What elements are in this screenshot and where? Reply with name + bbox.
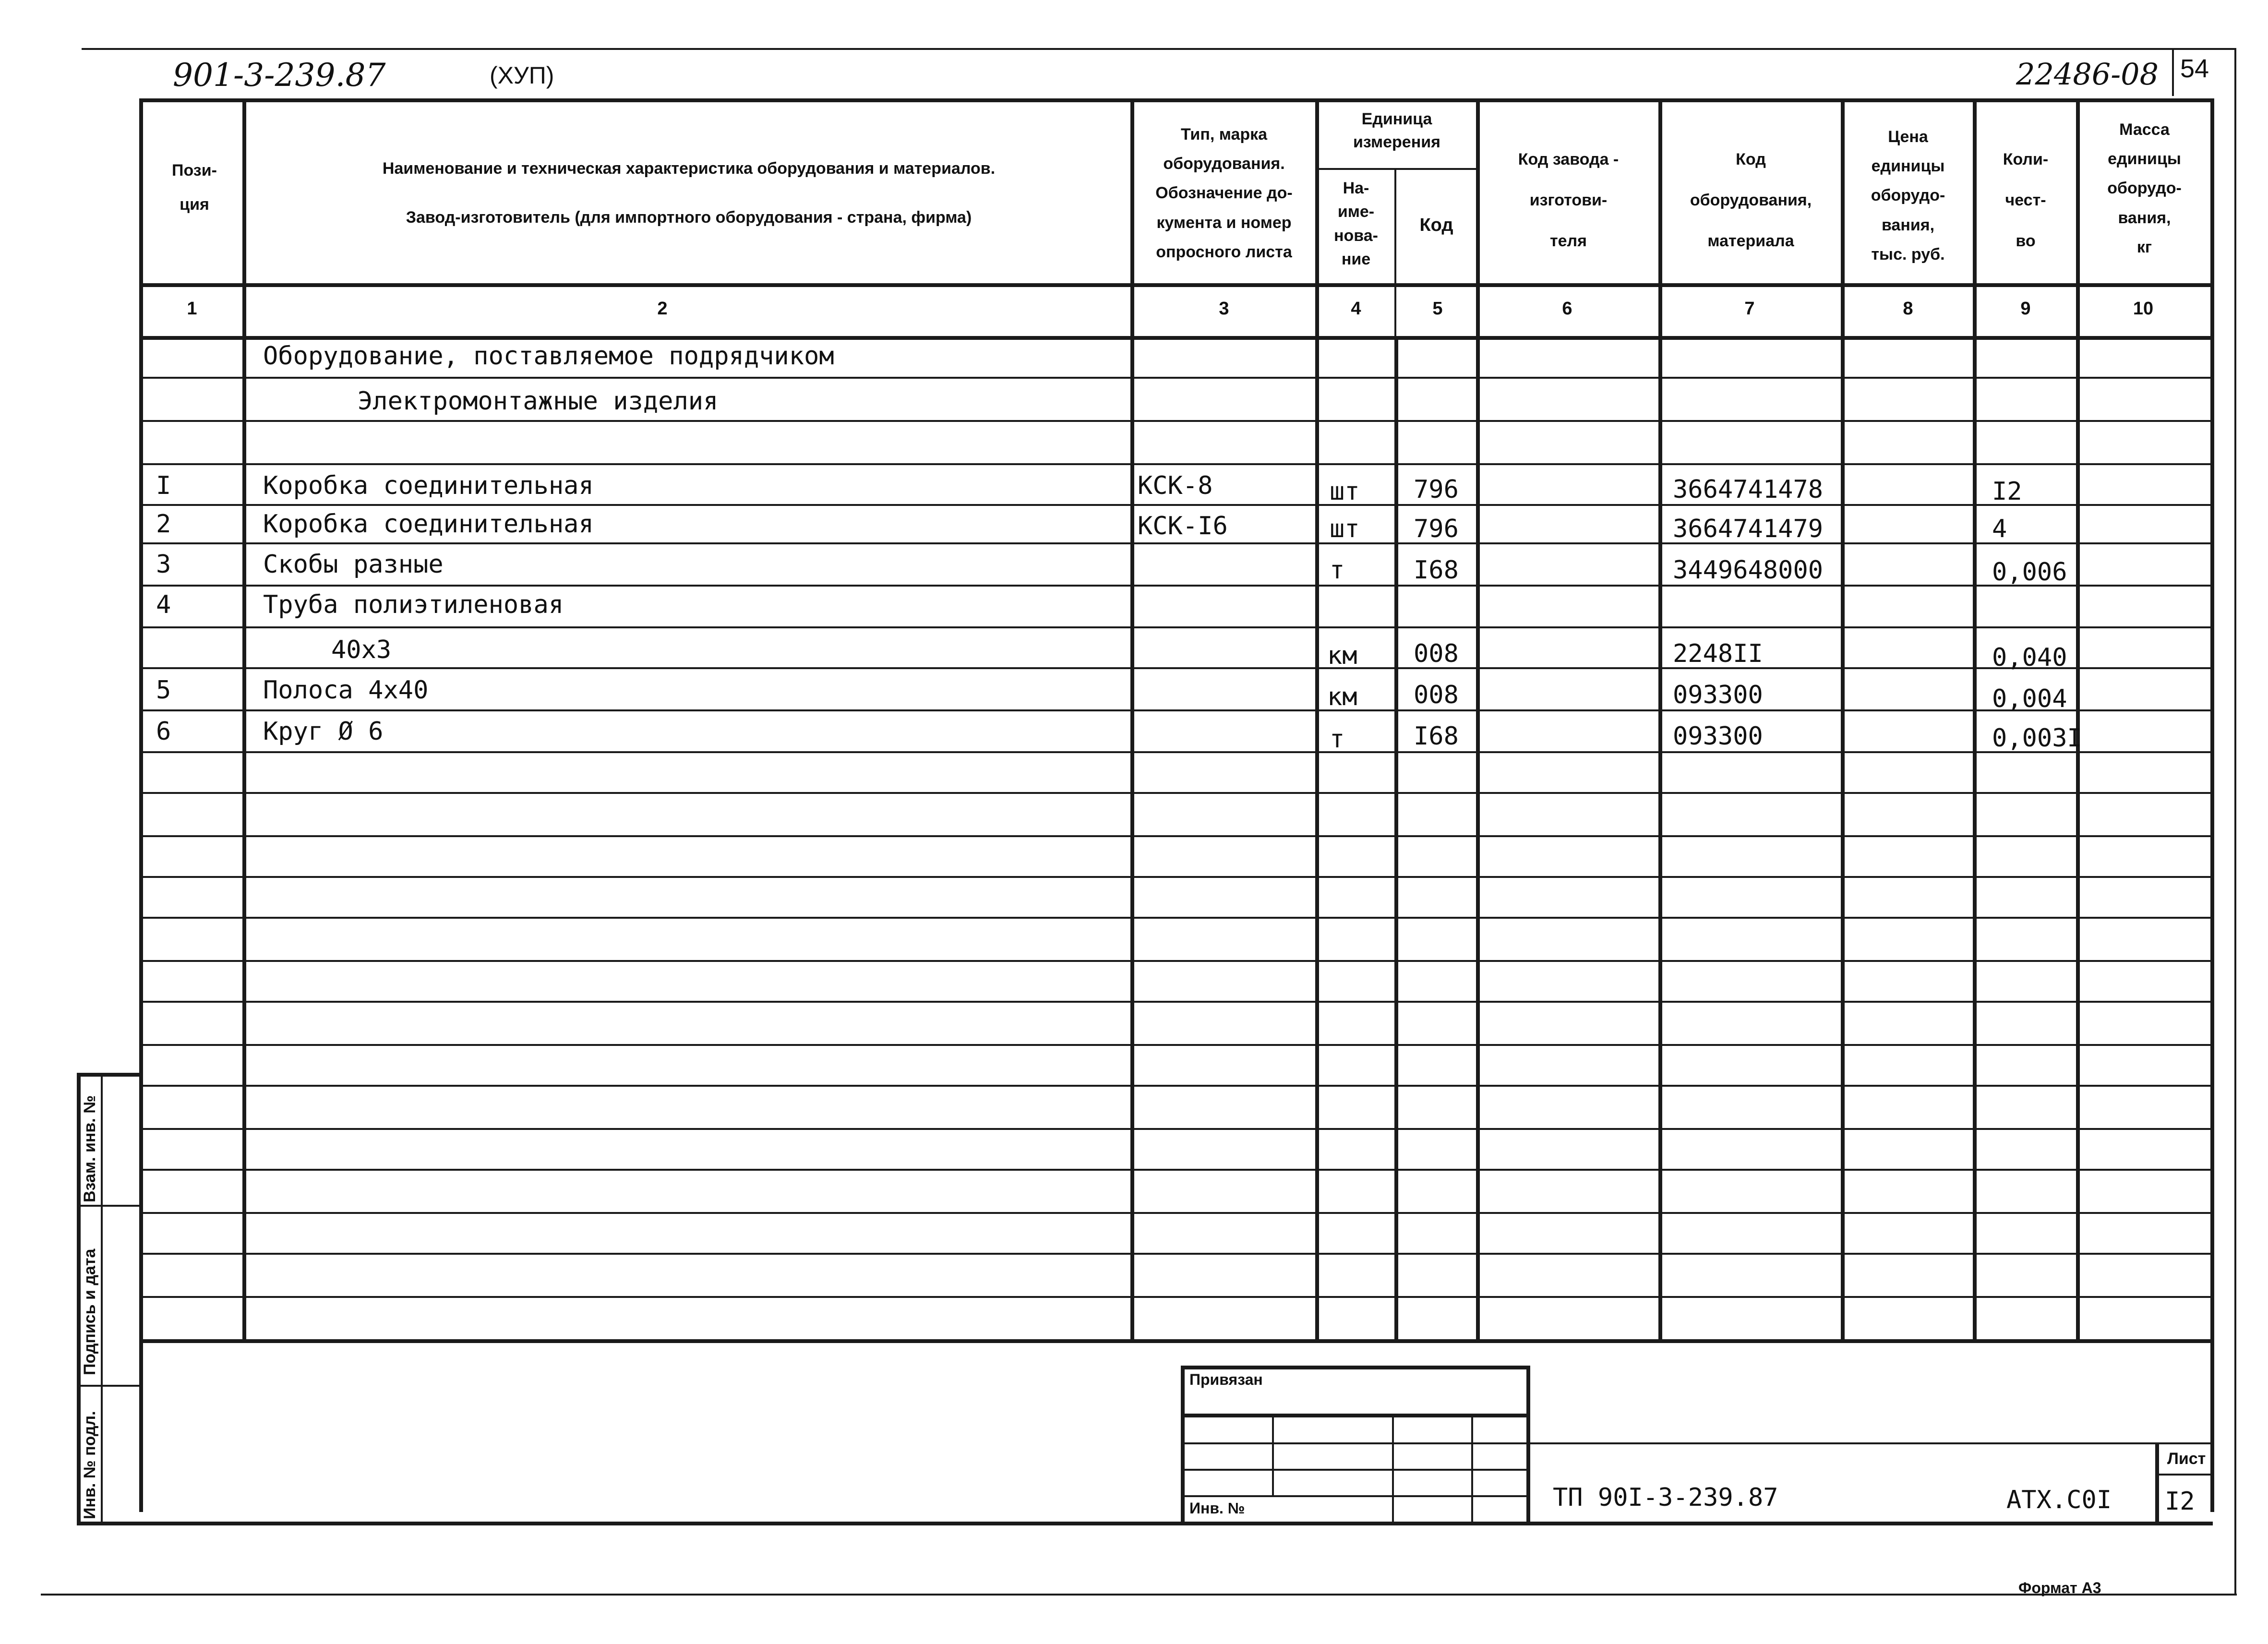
table-row-unit: км <box>1327 641 1357 670</box>
drawing-code: АТХ.С0I <box>2006 1486 2112 1514</box>
side-label-inv-vzam: Взам. инв. № <box>81 1095 99 1202</box>
table-row-type: КСК-8 <box>1138 471 1213 500</box>
table-row-unit-code: 796 <box>1414 475 1459 504</box>
table-row-mat-code: 3449648000 <box>1673 556 1824 585</box>
table-row-name: Коробка соединительная <box>263 471 594 500</box>
table-row-pos: 5 <box>156 676 171 705</box>
table-row-qty: 0,003I <box>1992 724 2082 753</box>
header-col-2: Наименование и техническая характеристика оборудования и материалов. Завод-изготовитель (для импортного оборудования - страна, фирма) <box>382 159 996 227</box>
doc-code-left: 901-3-239.87 <box>173 57 386 94</box>
table-row-pos: 6 <box>156 717 171 746</box>
table-row-qty: 0,006 <box>1992 558 2067 587</box>
table-row-unit: т <box>1330 556 1345 585</box>
table-row-unit: т <box>1330 725 1345 754</box>
table-row-pos: I <box>156 471 171 500</box>
table-row-name: Труба полиэтиленовая <box>263 590 564 619</box>
table-row-name: Оборудование, поставляемое подрядчиком <box>263 342 834 371</box>
table-row-pos: 4 <box>156 590 171 619</box>
table-row-unit-code: 796 <box>1414 515 1459 543</box>
table-row-mat-code: 093300 <box>1673 681 1763 709</box>
table-row-name: Полоса 4х40 <box>263 676 429 705</box>
table-row-name: Коробка соединительная <box>263 510 594 539</box>
project-code: ТП 90I-3-239.87 <box>1553 1483 1778 1512</box>
table-row-name: 40х3 <box>331 636 392 664</box>
col-num-8: 8 <box>1903 299 1913 319</box>
table-row-qty: I2 <box>1992 477 2022 506</box>
side-label-inv-podl: Инв. № подл. <box>81 1411 99 1519</box>
col-num-2: 2 <box>657 299 668 319</box>
format-label: Формат А3 <box>2018 1579 2101 1596</box>
col-num-10: 10 <box>2133 299 2154 319</box>
table-row-unit: км <box>1327 683 1357 711</box>
header-col-4: На- име- нова- ние <box>1334 179 1378 268</box>
sheet-number-top: 54 <box>2180 54 2209 83</box>
table-row-name: Круг Ø 6 <box>263 717 384 746</box>
section-label: (ХУП) <box>490 62 554 89</box>
side-label-sign-date: Подпись и дата <box>81 1248 99 1375</box>
table-row-unit-code: 008 <box>1414 681 1459 709</box>
col-num-5: 5 <box>1432 299 1443 319</box>
inv-label: Инв. № <box>1189 1500 1245 1517</box>
table-row-type: КСК-I6 <box>1138 512 1228 540</box>
table-row-pos: 3 <box>156 550 171 579</box>
table-row-qty: 4 <box>1992 515 2007 543</box>
bound-label: Привязан <box>1189 1371 1263 1388</box>
header-col-5: Код <box>1419 215 1453 235</box>
table-row-qty: 0,040 <box>1992 643 2067 672</box>
table-row-qty: 0,004 <box>1992 684 2067 713</box>
table-row-unit-code: 008 <box>1414 639 1459 668</box>
header-col-9: Коли- чест- во <box>2003 150 2049 250</box>
sheet-value: I2 <box>2165 1487 2195 1516</box>
table-row-pos: 2 <box>156 510 171 539</box>
table-row-mat-code: 2248II <box>1673 639 1763 668</box>
doc-code-right: 22486-08 <box>2016 57 2159 92</box>
col-num-6: 6 <box>1562 299 1572 319</box>
header-unit-group: Единица измерения <box>1353 110 1440 151</box>
col-num-4: 4 <box>1351 299 1361 319</box>
col-num-1: 1 <box>187 299 197 319</box>
header-col-7: Код оборудования, материала <box>1690 150 1812 250</box>
header-col-8: Цена единицы оборудо- вания, тыс. руб. <box>1871 128 1945 264</box>
table-row-unit-code: I68 <box>1414 722 1459 751</box>
table-row-name: Электромонтажные изделия <box>358 387 719 416</box>
header-col-10: Масса единицы оборудо- вания, кг <box>2107 120 2182 256</box>
table-row-mat-code: 093300 <box>1673 722 1763 751</box>
header-col-6: Код завода - изготови- теля <box>1518 150 1619 250</box>
table-row-unit: шт <box>1330 477 1360 506</box>
col-num-7: 7 <box>1744 299 1755 319</box>
table-row-name: Скобы разные <box>263 550 444 579</box>
table-row-unit: шт <box>1330 515 1360 543</box>
table-row-unit-code: I68 <box>1414 556 1459 585</box>
table-row-mat-code: 3664741478 <box>1673 475 1824 504</box>
header-col-3: Тип, марка оборудования. Обозначение до- кумента и номер опросного листа <box>1155 125 1293 261</box>
col-num-3: 3 <box>1219 299 1229 319</box>
header-col-1: Пози- ция <box>172 161 217 214</box>
col-num-9: 9 <box>2020 299 2031 319</box>
table-row-mat-code: 3664741479 <box>1673 515 1824 543</box>
sheet-label: Лист <box>2167 1450 2206 1468</box>
